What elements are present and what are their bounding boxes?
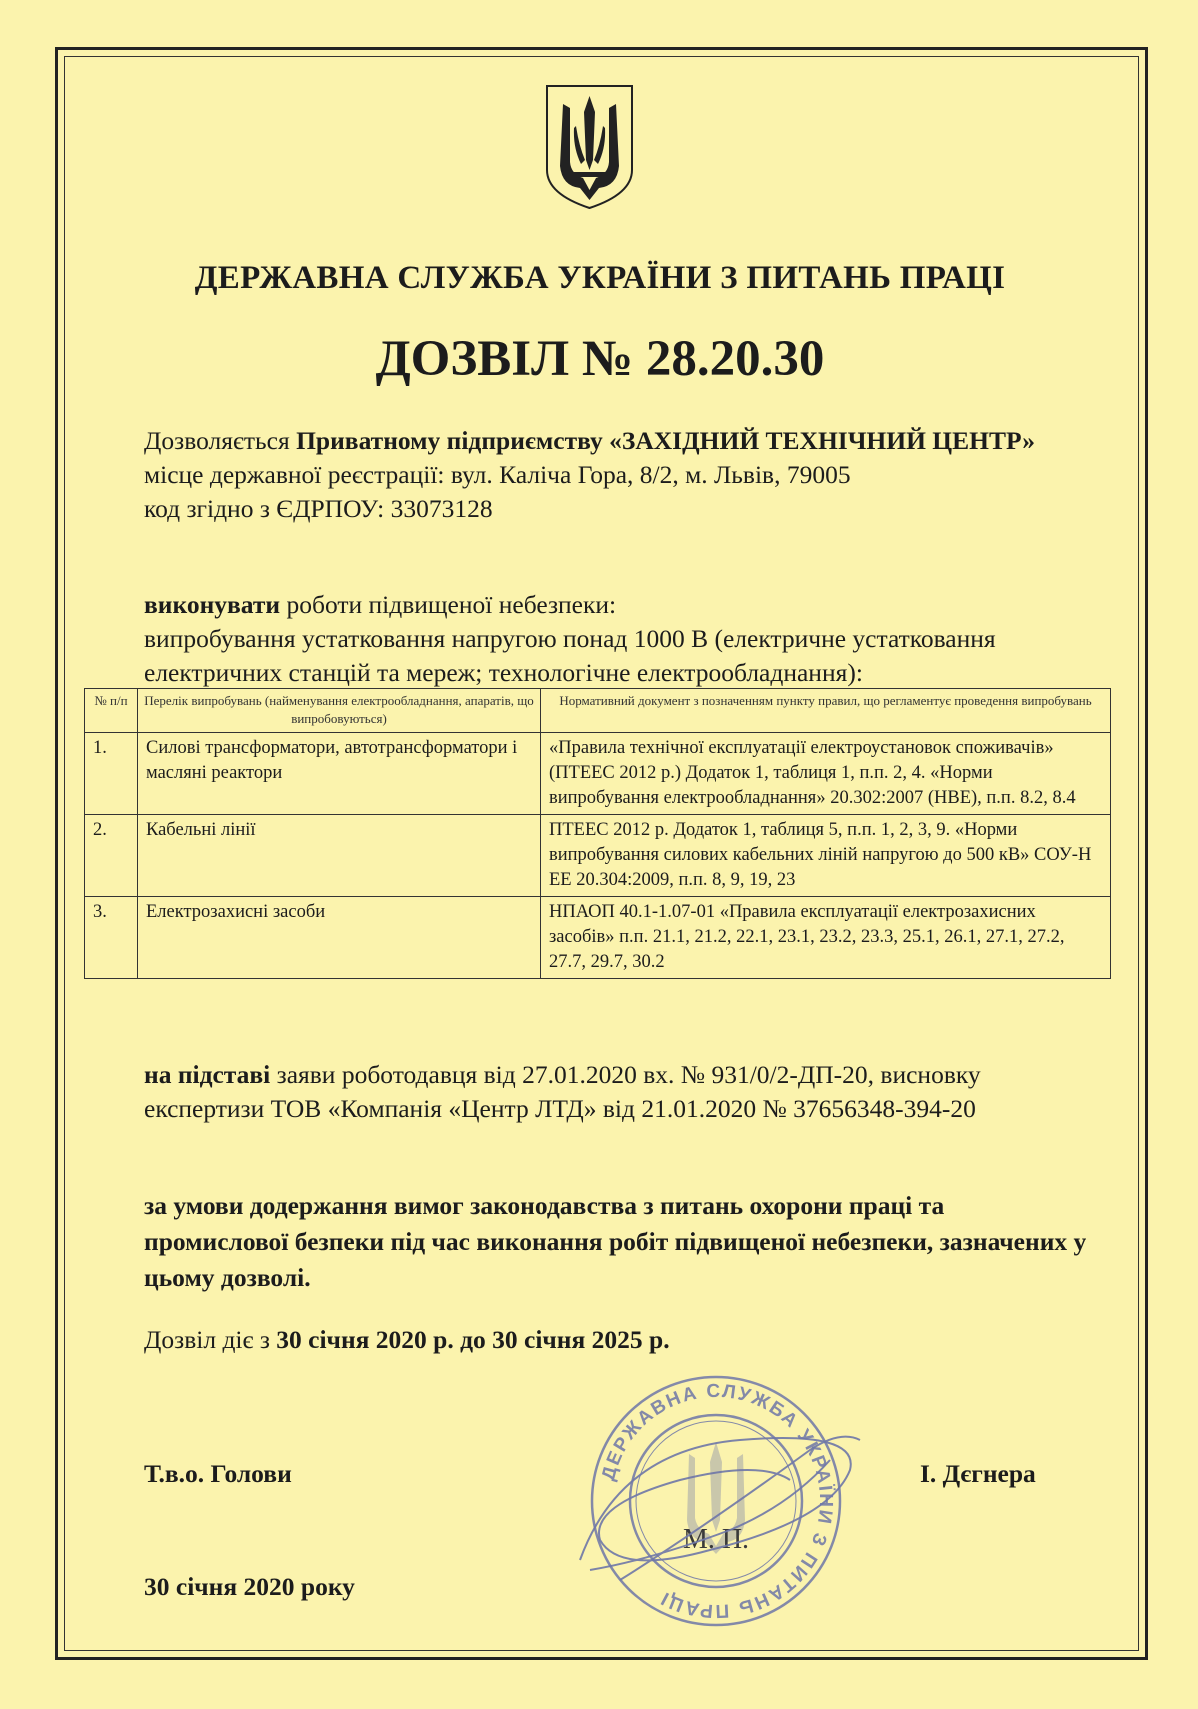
header-number: № п/п [85,689,138,733]
basis-lead: на підставі [144,1060,271,1089]
row-equipment: Кабельні лінії [138,815,541,897]
table-row [85,815,1111,897]
handwritten-signature [560,1410,880,1610]
signatory-title: Т.в.о. Голови [144,1459,292,1488]
basis-text: заяви роботодавця від 27.01.2020 вх. № 931/0/2-ДП-20, висновку експертизи ТОВ «Компанія «Центр ЛТД» від 21.01.2020 № 37656348-394-20 [144,1060,981,1123]
row-number: 2. [85,815,138,897]
table-row [85,733,1111,815]
grantee-code: код згідно з ЄДРПОУ: 33073128 [144,494,493,523]
sign-date: 30 січня 2020 року [144,1572,355,1601]
validity-period: 30 січня 2020 р. до 30 січня 2025 р. [276,1325,670,1354]
permit-title: ДОЗВІЛ № 28.20.30 [375,331,825,387]
header-regulation: Нормативний документ з позначенням пункту правил, що регламентує проведення випробувань [541,689,1111,733]
condition-block: за умови додержання вимог законодавства з питань охорони праці та промислової безпеки під час виконання робіт підвищеної небезпеки, зазначених у цьому дозволі. [144,1191,1087,1292]
row-equipment: Силові трансформатори, автотрансформатори і масляні реактори [138,733,541,815]
row-regulation: «Правила технічної експлуатації електроустановок споживачів» (ПТЕЕС 2012 р.) Додаток 1, таблиця 1, п.п. 2, 4. «Норми випробування електрообладнання» 20.302:2007 (НВЕ), п.п. 8.2, 8.4 [541,733,1111,815]
header-test-list: Перелік випробувань (найменування електрообладнання, апаратів, що випробовуються) [138,689,541,733]
table-header-row [85,689,1111,733]
work-description: випробування устатковання напругою понад 1000 В (електричне устатковання електричних станцій та мереж; технологічне електрообладнання): [144,624,996,687]
row-regulation: НПАОП 40.1-1.07-01 «Правила експлуатації електрозахисних засобів» п.п. 21.1, 21.2, 22.1, 23.1, 23.2, 23.3, 25.1, 26.1, 27.1, 27.2, 27.7, 29.7, 30.2 [541,897,1111,979]
grantee-block [144,424,1044,526]
row-number: 3. [85,897,138,979]
work-block [144,588,1124,690]
stamp-mark: М. П. [682,1524,750,1555]
work-text: роботи підвищеної небезпеки: [280,590,617,619]
table-row [85,897,1111,979]
trident-emblem-icon [543,82,636,212]
grantee-address: місце державної реєстрації: вул. Каліча Гора, 8/2, м. Львів, 79005 [144,460,851,489]
row-equipment: Електрозахисні засоби [138,897,541,979]
row-number: 1. [85,733,138,815]
agency-name: ДЕРЖАВНА СЛУЖБА УКРАЇНИ З ПИТАНЬ ПРАЦІ [194,260,1006,296]
stamp-text: ДЕРЖАВНА СЛУЖБА УКРАЇНИ З ПИТАНЬ ПРАЦІ [598,1380,837,1622]
work-lead: виконувати [144,590,281,619]
tests-table [84,688,1111,979]
grantee-intro: Дозволяється [144,426,297,455]
signatory-name: І. Дєгнера [920,1459,1036,1488]
validity-line [144,1323,1044,1357]
validity-prefix: Дозвіл діє з [144,1325,277,1354]
grantee-name: Приватному підприємству «ЗАХІДНИЙ ТЕХНІЧНИЙ ЦЕНТР» [296,426,1035,455]
row-regulation: ПТЕЕС 2012 р. Додаток 1, таблиця 5, п.п. 1, 2, 3, 9. «Норми випробування силових кабельних ліній напругою до 500 кВ» СОУ-Н ЕЕ 20.304:2009, п.п. 8, 9, 19, 23 [541,815,1111,897]
basis-block [144,1058,1044,1126]
